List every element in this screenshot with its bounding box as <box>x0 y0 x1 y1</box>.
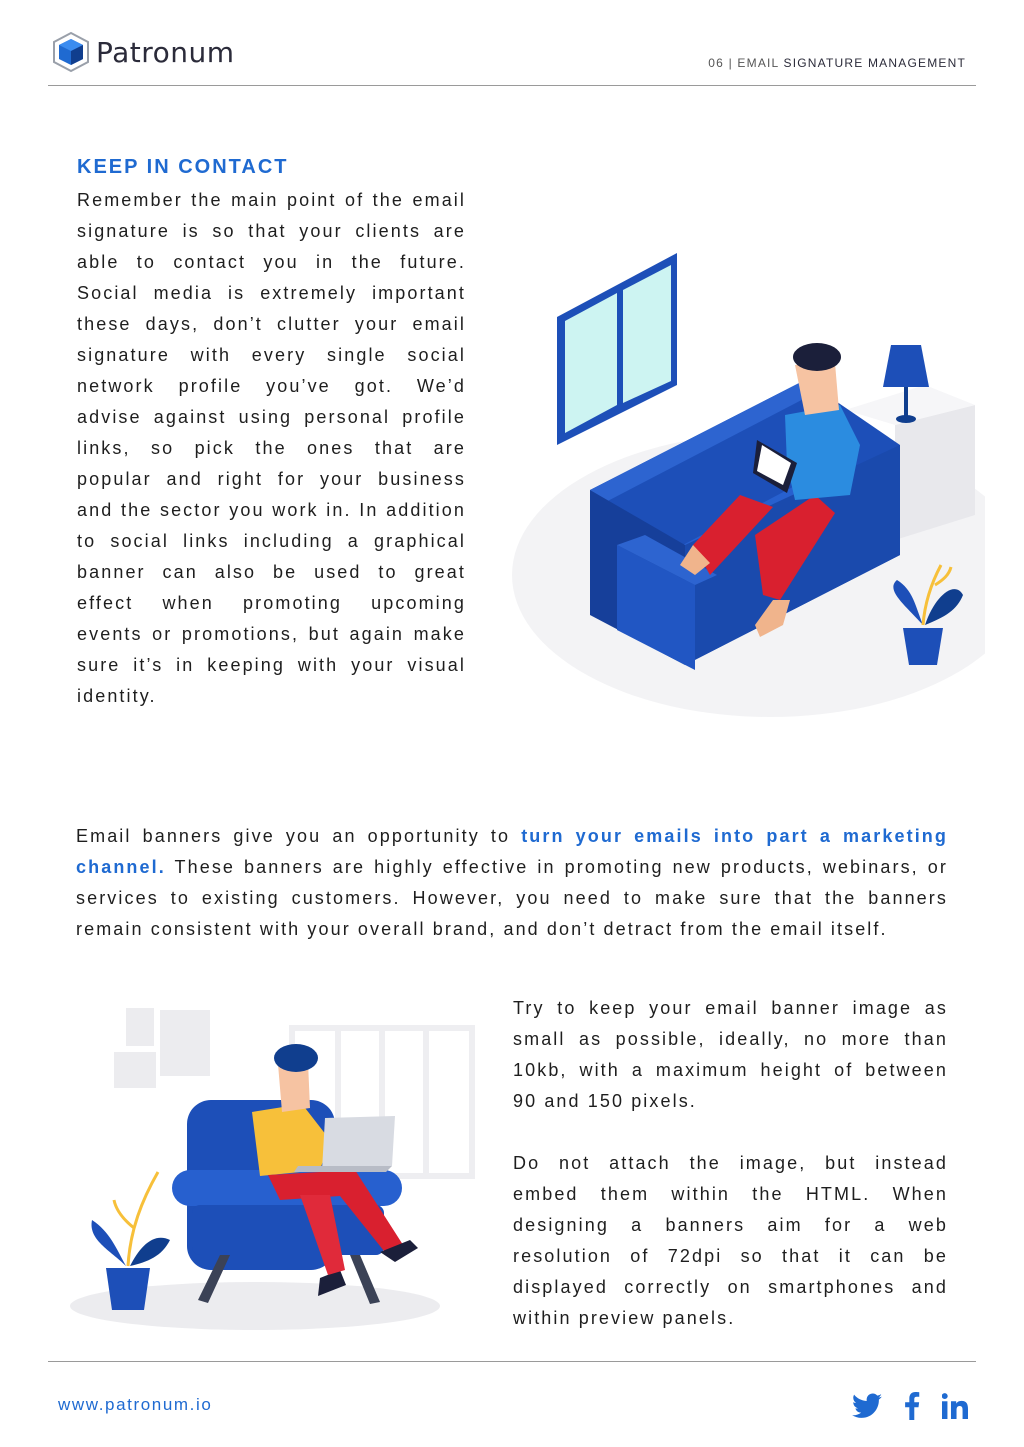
page-section-label <box>708 56 966 70</box>
footer-divider <box>48 1361 976 1362</box>
section-heading: KEEP IN CONTACT <box>77 156 289 178</box>
social-links <box>852 1392 968 1420</box>
para2-rest: These banners are highly effective in promoting new products, webinars, or services to existing customers. However, you need to make sure that the banners remain consistent with your overall brand, and don’t detract from the email itself. <box>76 857 948 939</box>
brand-logo <box>52 30 235 74</box>
twitter-icon[interactable] <box>852 1393 882 1419</box>
armchair-laptop-illustration <box>70 1000 490 1345</box>
linkedin-icon[interactable] <box>942 1393 968 1419</box>
marketing-channel-highlight: turn your emails into part a marketing channel. <box>76 826 948 877</box>
paragraph-keep-in-contact: Remember the main point of the email signature is so that your clients are able to contact you in the future. Social media is extremely important these days, don’t clutter your email signature with every single social network profile you’ve got. We’d advise against using personal profile links, so pick the ones that are popular and right for your business and the sector you work in. In addition to social links including a graphical banner can also be used to great effect when promoting upcoming events or promotions, but again make sure it’s in keeping with your visual identity. <box>77 190 466 706</box>
paragraph-email-banners <box>76 821 948 945</box>
paragraph-banner-embed: Do not attach the image, but instead embed them within the HTML. When designing a banners aim for a web resolution of 72dpi so that it can be displayed correctly on smartphones and within preview panels. <box>513 1153 948 1328</box>
patronum-logo-icon <box>52 31 90 73</box>
sofa-reading-illustration <box>505 245 985 725</box>
header-divider <box>48 85 976 86</box>
page-number: 06 | EMAIL <box>708 56 779 70</box>
website-link[interactable]: www.patronum.io <box>58 1395 213 1414</box>
facebook-icon[interactable] <box>904 1392 920 1420</box>
section-title: SIGNATURE MANAGEMENT <box>783 56 966 70</box>
para2-lead: Email banners give you an opportunity to <box>76 826 522 846</box>
brand-name: Patronum <box>96 35 235 69</box>
paragraph-banner-size: Try to keep your email banner image as small as possible, ideally, no more than 10kb, with a maximum height of between 90 and 150 pixels. <box>513 998 948 1111</box>
